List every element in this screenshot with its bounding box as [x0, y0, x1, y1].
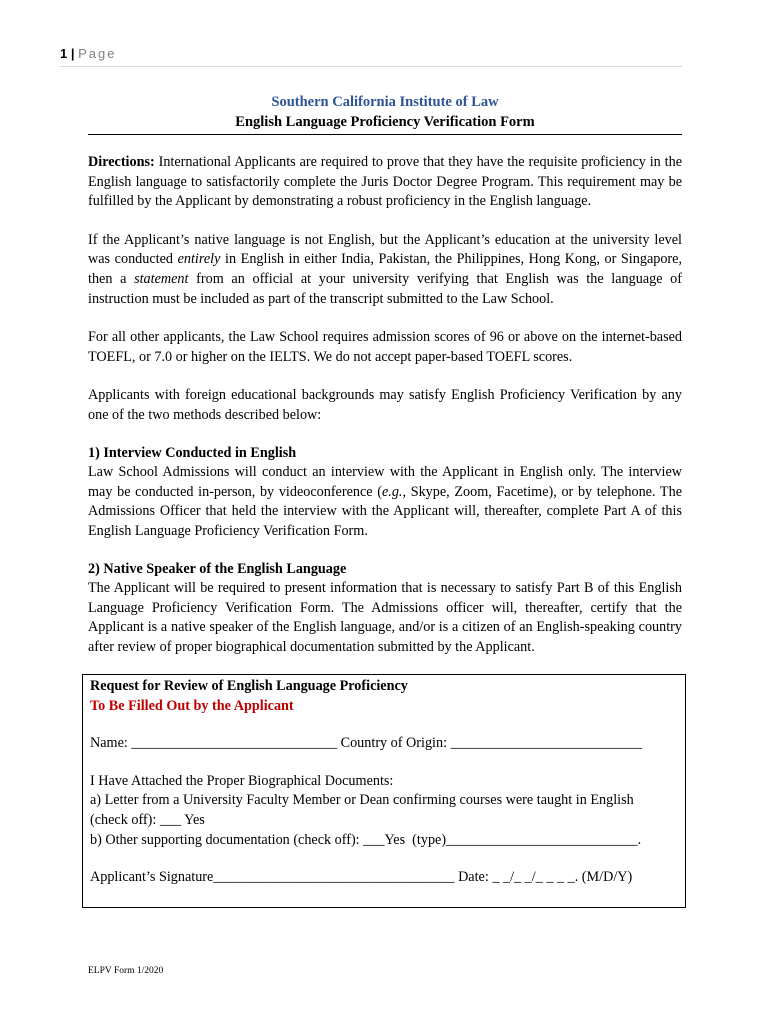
page-separator: |: [67, 46, 79, 61]
native-emphasis-statement: statement: [134, 270, 189, 287]
method-1-text-2: , Skype, Zoom, Facetime), or by telephone. The Admissions Officer that held the interview with the Applicant will, thereafter, complete Part A of this English Language Proficiency Verification Form.: [88, 483, 682, 539]
form-title: English Language Proficiency Verification Form: [88, 114, 682, 135]
item-b-line[interactable]: b) Other supporting documentation (check off): ___Yes (type)___________________________.: [90, 831, 642, 848]
form-footer: ELPV Form 1/2020: [88, 966, 164, 976]
name-country-line[interactable]: Name: _____________________________ Country of Origin: ___________________________: [90, 735, 643, 752]
page-number: 1: [60, 46, 68, 61]
request-box-title: Request for Review of English Language Proficiency: [90, 678, 408, 694]
form-body: [88, 153, 682, 676]
native-text-1: If the Applicant’s native language is not English, but the Applicant’s education at the university level was conducted: [88, 231, 682, 268]
directions-text: International Applicants are required to prove that they have the requisite proficiency in the English language to satisfactorily complete the Juris Doctor Degree Program. This requirement may be fulfilled by the Applicant by demonstrating a robust proficiency in the English language.: [88, 154, 682, 210]
methods-paragraph: Applicants with foreign educational backgrounds may satisfy English Proficiency Verification by any one of the two methods described below:: [88, 387, 682, 423]
method-2-text: The Applicant will be required to present information that is necessary to satisfy Part B of this English Language Proficiency Verification Form. The Admissions officer will, thereafter, certify that the Applicant is a native speaker of the English language, and/or is a citizen of an English-speaking country after review of proper biographical documentation submitted by the Applicant.: [88, 580, 682, 655]
method-2-paragraph: [88, 560, 682, 658]
directions-paragraph: [88, 153, 682, 212]
item-a-checkbox-line[interactable]: (check off): ___ Yes: [90, 811, 205, 828]
request-box-subtitle: To Be Filled Out by the Applicant: [90, 697, 294, 714]
method-1-paragraph: [88, 444, 682, 542]
native-text-3: from an official at your university verifying that English was the language of instruction must be included as part of the transcript submitted to the Law School.: [88, 270, 683, 307]
page-word: Page: [78, 46, 117, 61]
method-1-text-1: Law School Admissions will conduct an interview with the Applicant in English only. The interview may be conducted in-person, by videoconference (: [88, 464, 682, 500]
native-emphasis-entirely: entirely: [177, 251, 221, 268]
method-1-heading: 1) Interview Conducted in English: [88, 444, 297, 461]
scores-paragraph: For all other applicants, the Law School requires admission scores of 96 or above on the internet-based TOEFL, or 7.0 or higher on the IELTS. We do not accept paper-based TOEFL scores.: [88, 329, 682, 365]
attached-heading: I Have Attached the Proper Biographical Documents:: [90, 772, 394, 789]
institute-name: Southern California Institute of Law: [271, 94, 499, 110]
page-header: [60, 46, 682, 67]
native-text-2: in English in either India, Pakistan, the Philippines, Hong Kong, or Singapore, then a: [88, 251, 682, 287]
request-box: [82, 674, 686, 908]
directions-label: Directions:: [88, 154, 155, 170]
native-language-paragraph: [88, 231, 682, 309]
item-a-line-1: a) Letter from a University Faculty Member or Dean confirming courses were taught in English: [90, 792, 634, 809]
signature-date-line[interactable]: Applicant’s Signature__________________________________ Date: _ _/_ _/_ _ _ _. (M/D/Y): [90, 869, 633, 886]
method-2-heading: 2) Native Speaker of the English Language: [88, 560, 347, 577]
method-1-emphasis: e.g.: [381, 483, 403, 500]
